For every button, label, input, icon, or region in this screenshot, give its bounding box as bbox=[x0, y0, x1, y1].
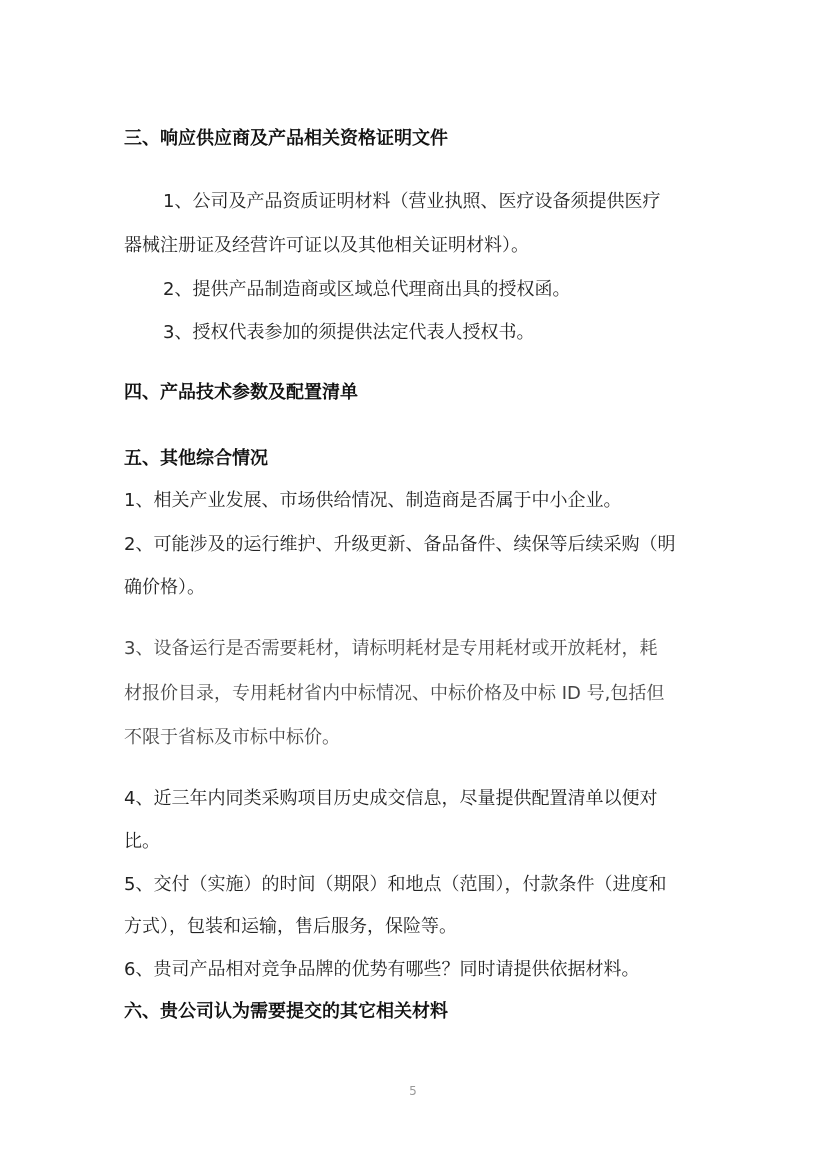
page-number: 5 bbox=[409, 1084, 417, 1098]
section-5-item-3-line-3: 不限于省标及市标中标价。 bbox=[124, 727, 340, 748]
section-5-item-3-line-1: 3、设备运行是否需要耗材，请标明耗材是专用耗材或开放耗材，耗 bbox=[124, 638, 658, 659]
section-5-heading: 五、其他综合情况 bbox=[124, 448, 268, 469]
section-5-item-1: 1、相关产业发展、市场供给情况、制造商是否属于中小企业。 bbox=[124, 490, 622, 511]
section-4-heading: 四、产品技术参数及配置清单 bbox=[124, 382, 358, 403]
section-5-item-2-line-2: 确价格）。 bbox=[124, 577, 205, 598]
section-5-item-5-line-2: 方式），包装和运输，售后服务，保险等。 bbox=[124, 916, 457, 937]
section-5-item-4-line-2: 比。 bbox=[124, 831, 160, 852]
section-5-item-4-line-1: 4、近三年内同类采购项目历史成交信息，尽量提供配置清单以便对 bbox=[124, 788, 658, 809]
section-5-item-5-line-1: 5、交付（实施）的时间（期限）和地点（范围），付款条件（进度和 bbox=[124, 874, 667, 895]
section-3-heading: 三、响应供应商及产品相关资格证明文件 bbox=[124, 128, 448, 149]
section-5-item-2-line-1: 2、可能涉及的运行维护、升级更新、备品备件、续保等后续采购（明 bbox=[124, 534, 676, 555]
section-3-item-1-line-1: 1、公司及产品资质证明材料（营业执照、医疗设备须提供医疗 bbox=[163, 191, 661, 212]
section-5-item-3-line-2: 材报价目录，专用耗材省内中标情况、中标价格及中标 ID 号,包括但 bbox=[124, 683, 665, 704]
section-3-item-1-line-2: 器械注册证及经营许可证以及其他相关证明材料）。 bbox=[124, 235, 529, 256]
section-3-item-2: 2、提供产品制造商或区域总代理商出具的授权函。 bbox=[163, 279, 571, 300]
section-3-item-3: 3、授权代表参加的须提供法定代表人授权书。 bbox=[163, 322, 535, 343]
section-5-item-6: 6、贵司产品相对竞争品牌的优势有哪些？同时请提供依据材料。 bbox=[124, 959, 640, 980]
section-6-heading: 六、贵公司认为需要提交的其它相关材料 bbox=[124, 1001, 448, 1022]
